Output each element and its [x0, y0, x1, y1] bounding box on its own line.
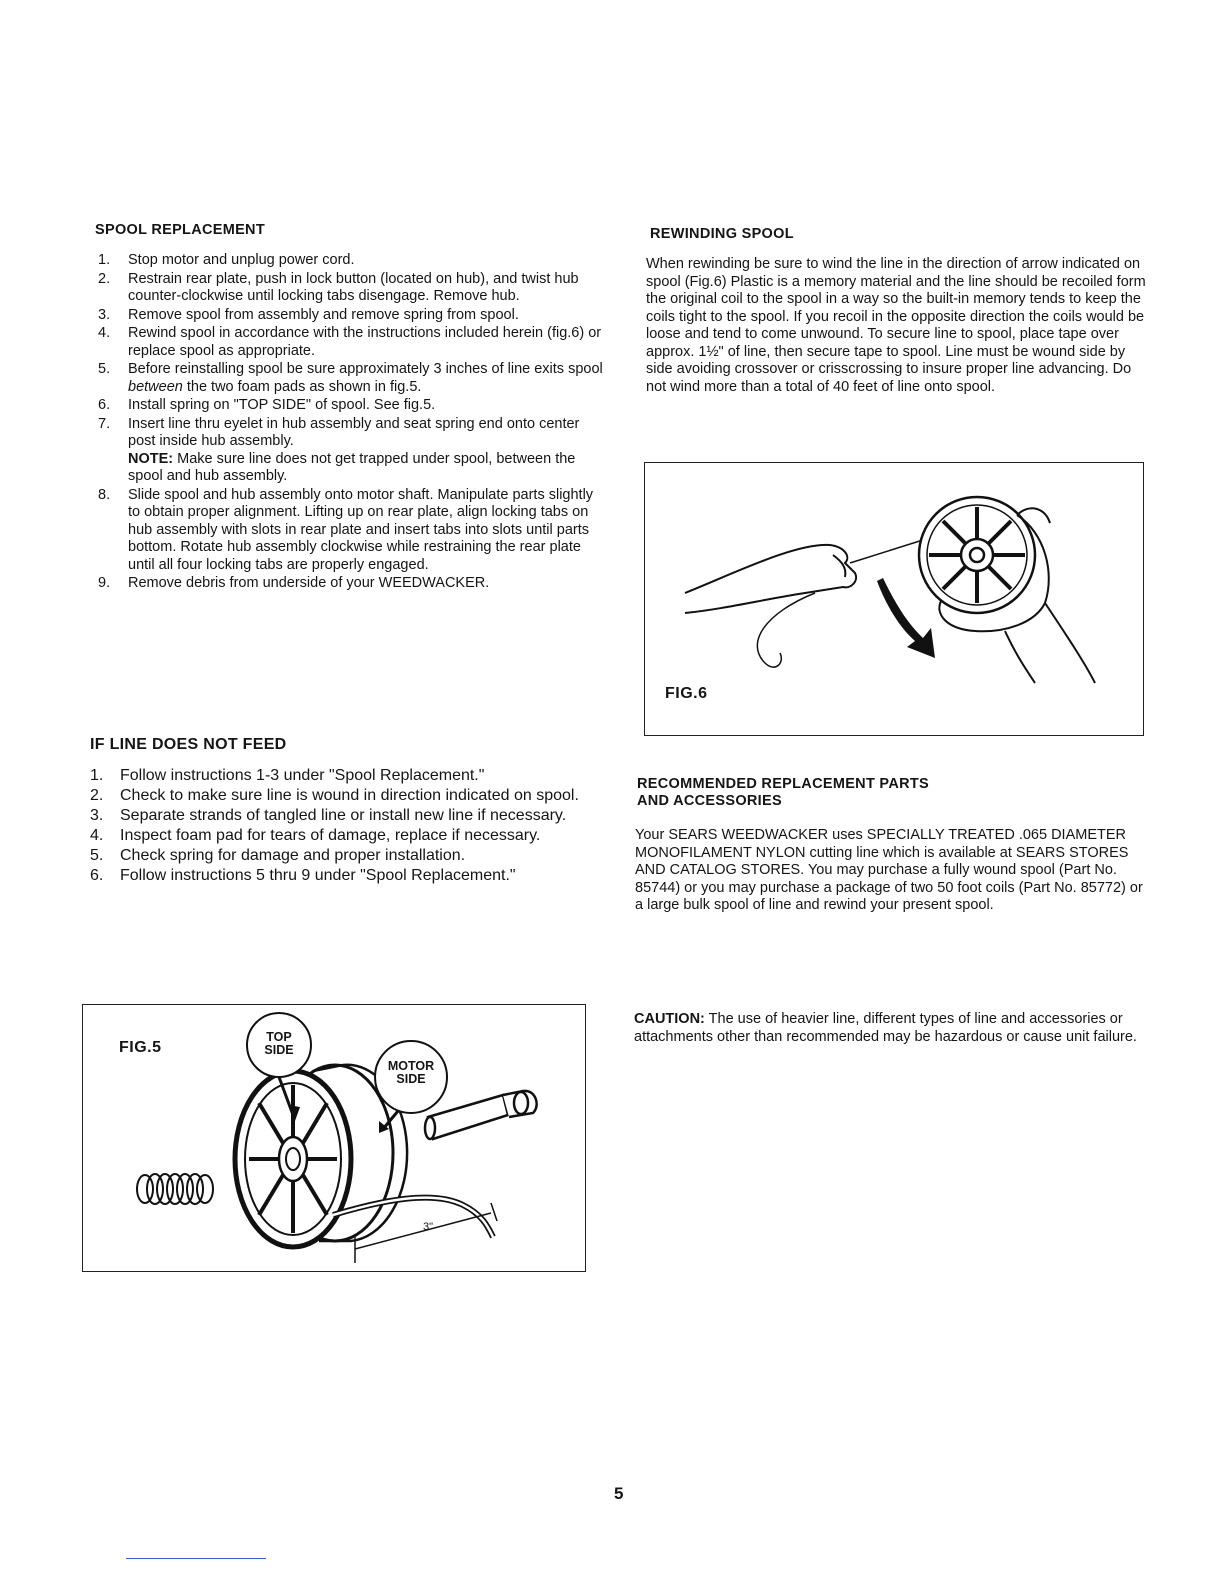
caution-text: CAUTION: The use of heavier line, different types of line and accessories or attachments other than recommended may be hazardous or cause unit failure. [634, 1011, 1137, 1045]
rotation-arrow-icon [877, 578, 935, 658]
page-number: 5 [614, 1484, 624, 1503]
list-item: 9. Remove debris from underside of your WEEDWACKER. [98, 575, 490, 591]
spool-assembly-illustration [83, 1005, 585, 1271]
recommended-parts-text: Your SEARS WEEDWACKER uses SPECIALLY TREATED .065 DIAMETER MONOFILAMENT NYLON cutting line which is available at SEARS STORES AND CATALOG STORES. You may purchase a fully wound spool (Part No. 85744) or you may purchase a package of two 50 foot coils (Part No. 85772) or a large bulk spool of line and rewind your present spool. [635, 827, 1143, 913]
list-item: 1. Follow instructions 1-3 under "Spool Replacement." [90, 767, 485, 784]
list-item: 3. Separate strands of tangled line or install new line if necessary. [90, 807, 567, 824]
note: NOTE: Make sure line does not get trapped under spool, between the spool and hub assembly. [128, 450, 576, 484]
divider [126, 1558, 266, 1559]
list-item: 6. Install spring on "TOP SIDE" of spool. See fig.5. [98, 397, 436, 413]
figure-5-label: FIG.5 [119, 1039, 162, 1056]
recommended-parts-heading: RECOMMENDED REPLACEMENT PARTS AND ACCESSORIES [637, 776, 929, 809]
list-item: 5. Check spring for damage and proper installation. [90, 847, 466, 864]
spool-replacement-steps [94, 252, 609, 594]
figure-6-label: FIG.6 [665, 685, 708, 702]
motor-shaft-icon [425, 1091, 537, 1139]
list-item: 6. Follow instructions 5 thru 9 under "Spool Replacement." [90, 867, 516, 884]
list-item: 4. Rewind spool in accordance with the instructions included herein (fig.6) or replace spool as appropriate. [98, 325, 602, 359]
line-not-feed-heading: IF LINE DOES NOT FEED [90, 736, 287, 753]
list-item: 2. Restrain rear plate, push in lock button (located on hub), and twist hub counter-clockwise until locking tabs disengage. Remove hub. [98, 270, 579, 304]
spool-replacement-heading: SPOOL REPLACEMENT [95, 222, 265, 238]
motor-side-label: MOTOR SIDE [387, 1059, 435, 1086]
list-item: 5. Before reinstalling spool be sure approximately 3 inches of line exits spool between the two foam pads as shown in fig.5. [98, 361, 603, 395]
hand-rewinding-illustration [645, 463, 1143, 735]
list-item: 7. Insert line thru eyelet in hub assembly and seat spring end onto center post inside hub assembly. NOTE: Make sure line does not get trapped under spool, between the spool and hub assembly. [94, 416, 609, 486]
top-side-label: TOP SIDE [264, 1030, 294, 1057]
dimension-label: 3" [423, 1221, 434, 1233]
line-not-feed-steps [86, 766, 598, 886]
list-item: 3. Remove spool from assembly and remove spring from spool. [98, 306, 519, 323]
rewinding-spool-text: When rewinding be sure to wind the line in the direction of arrow indicated on spool (Fig.6) Plastic is a memory material and the line should be recoiled form the original coil to the spool in a way so the built-in memory tends to keep the coils tight to the spool. If you recoil in the opposite direction the coils would be loose and tend to come unwound. To secure line to spool, place tape over approx. 1½" of line, then secure tape to spool. Line must be wound side by side avoiding crossover or crisscrossing to insure proper line advancing. Do not wind more than a total of 40 feet of line onto spool. [646, 256, 1146, 395]
list-item: 2. Check to make sure line is wound in direction indicated on spool. [90, 787, 579, 804]
list-item: 4. Inspect foam pad for tears of damage, replace if necessary. [90, 827, 541, 844]
figure-5-box [82, 1004, 586, 1272]
figure-6-box [644, 462, 1144, 736]
list-item: 8. Slide spool and hub assembly onto motor shaft. Manipulate parts slightly to obtain proper alignment. Lifting up on rear plate, align locking tabs on hub assembly with slots in rear plate and insert tabs into slots until parts bottom. Rotate hub assembly clockwise while restraining the rear plate until all four locking tabs are properly engaged. [98, 486, 594, 573]
left-hand-icon [685, 545, 856, 613]
spring-icon [137, 1174, 213, 1204]
rewinding-spool-heading: REWINDING SPOOL [650, 226, 794, 242]
list-item: 1. Stop motor and unplug power cord. [98, 252, 355, 268]
